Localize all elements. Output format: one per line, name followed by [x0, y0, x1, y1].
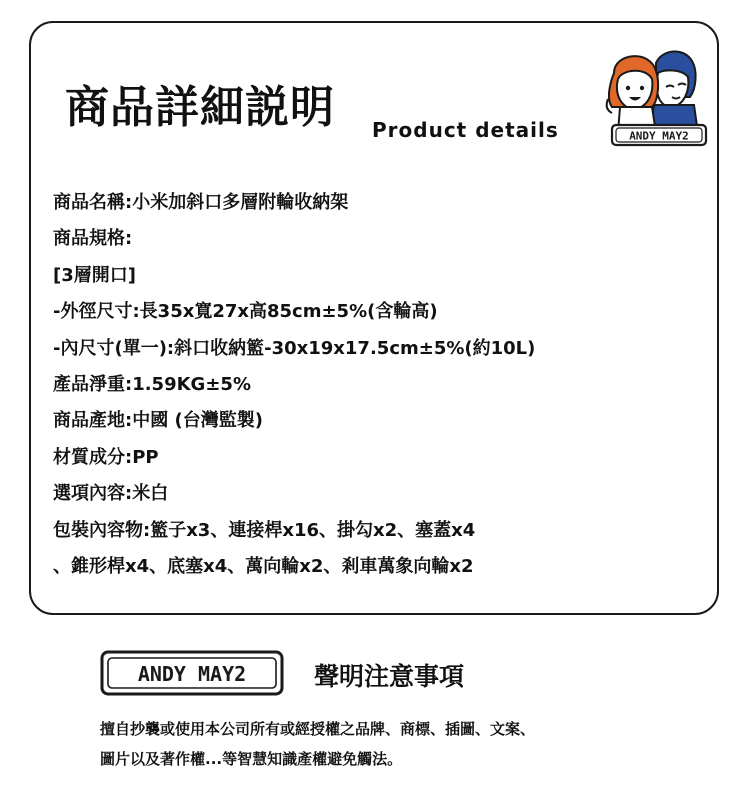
section-title: 商品詳細説明 [65, 82, 335, 133]
spec-line: 商品規格: [53, 228, 133, 250]
spec-line: 商品名稱:小米加斜口多層附輪收納架 [53, 192, 349, 213]
andy-may2-badge-logo [100, 650, 284, 696]
notice-title: 聲明注意事項 [314, 662, 465, 691]
notice-text [100, 714, 535, 774]
spec-line: [3層開口] [53, 264, 136, 286]
spec-line: 材質成分:PP [53, 446, 159, 468]
spec-line: 包裝內容物:籃子x3、連接桿x16、掛勾x2、塞蓋x4 [53, 519, 476, 541]
notice-line: 擅自抄襲或使用本公司所有或經授權之品牌、商標、插圖、文案、 [100, 720, 536, 738]
spec-line: -外徑尺寸:長35x寬27x高85cm±5%(含輪高) [53, 301, 438, 323]
product-details-card [29, 21, 719, 615]
spec-line: -內尺寸(單一):斜口收納籃-30x19x17.5cm±5%(約10L) [53, 337, 536, 359]
logo-text: ANDY MAY2 [629, 129, 689, 143]
spec-list [53, 185, 535, 585]
andy-may2-mascot-logo [598, 43, 710, 149]
notice-line: 圖片以及著作權...等智慧知識產權避免觸法。 [100, 750, 403, 768]
spec-line: 產品淨重:1.59KG±5% [53, 373, 251, 395]
logo-text: ANDY MAY2 [137, 662, 247, 686]
spec-line: 商品產地:中國 (台灣監製) [53, 410, 263, 432]
spec-line: 、錐形桿x4、底塞x4、萬向輪x2、剎車萬象向輪x2 [53, 555, 474, 577]
spec-line: 選項內容:米白 [53, 483, 169, 505]
section-subtitle: Product details [372, 118, 559, 142]
